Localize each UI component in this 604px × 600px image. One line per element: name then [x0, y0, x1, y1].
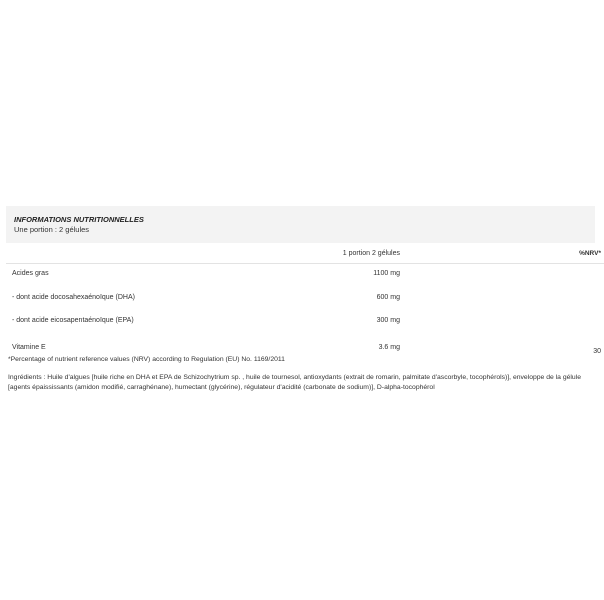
serving-size: Une portion : 2 gélules [14, 225, 90, 234]
nutrient-portion: 1100 mg [373, 270, 400, 277]
nutrient-nrv: 30 [593, 348, 601, 355]
nutrient-name: Vitamine E [12, 344, 46, 351]
nrv-footnote: *Percentage of nutrient reference values (NRV) according to Regulation (EU) No. 1169/2011 [8, 356, 285, 363]
table-row [6, 290, 604, 313]
nutrient-portion: 600 mg [376, 294, 400, 301]
nutrition-title: INFORMATIONS NUTRITIONNELLES [14, 215, 144, 224]
header-nrv: %NRV* [400, 243, 604, 264]
nutrient-name: - dont acide eicosapentaénoïque (EPA) [12, 317, 134, 324]
header-portion: 1 portion 2 gélules [242, 243, 400, 264]
nutrition-table [6, 243, 604, 366]
nutrition-panel [6, 206, 601, 366]
nutrient-portion: 300 mg [376, 317, 400, 324]
nutrient-nrv [400, 290, 604, 313]
nutrition-header [6, 206, 595, 243]
table-row [6, 264, 604, 291]
ingredients-text: Ingrédients : Huile d'algues [huile riche en DHA et EPA de Schizochytrium sp. , huile de tournesol, antioxydants (extrait de romarin, palmitate d'ascorbyle, tocophérols)], enveloppe de la gélule [agents épaississants (amidon modifié, carraghénane), humectant (glycérine), régulateur d'acidité (carbonate de sodium)], D-alpha-tocophérol [8, 374, 581, 391]
nutrient-nrv [400, 313, 604, 341]
table-row [6, 313, 604, 341]
header-nutrient [6, 243, 242, 264]
nutrient-name: - dont acide docosahexaénoïque (DHA) [12, 294, 135, 301]
nutrient-nrv [400, 264, 604, 291]
table-header-row [6, 243, 604, 264]
nutrient-name: Acides gras [12, 270, 49, 277]
nutrient-portion: 3.6 mg [378, 344, 400, 351]
